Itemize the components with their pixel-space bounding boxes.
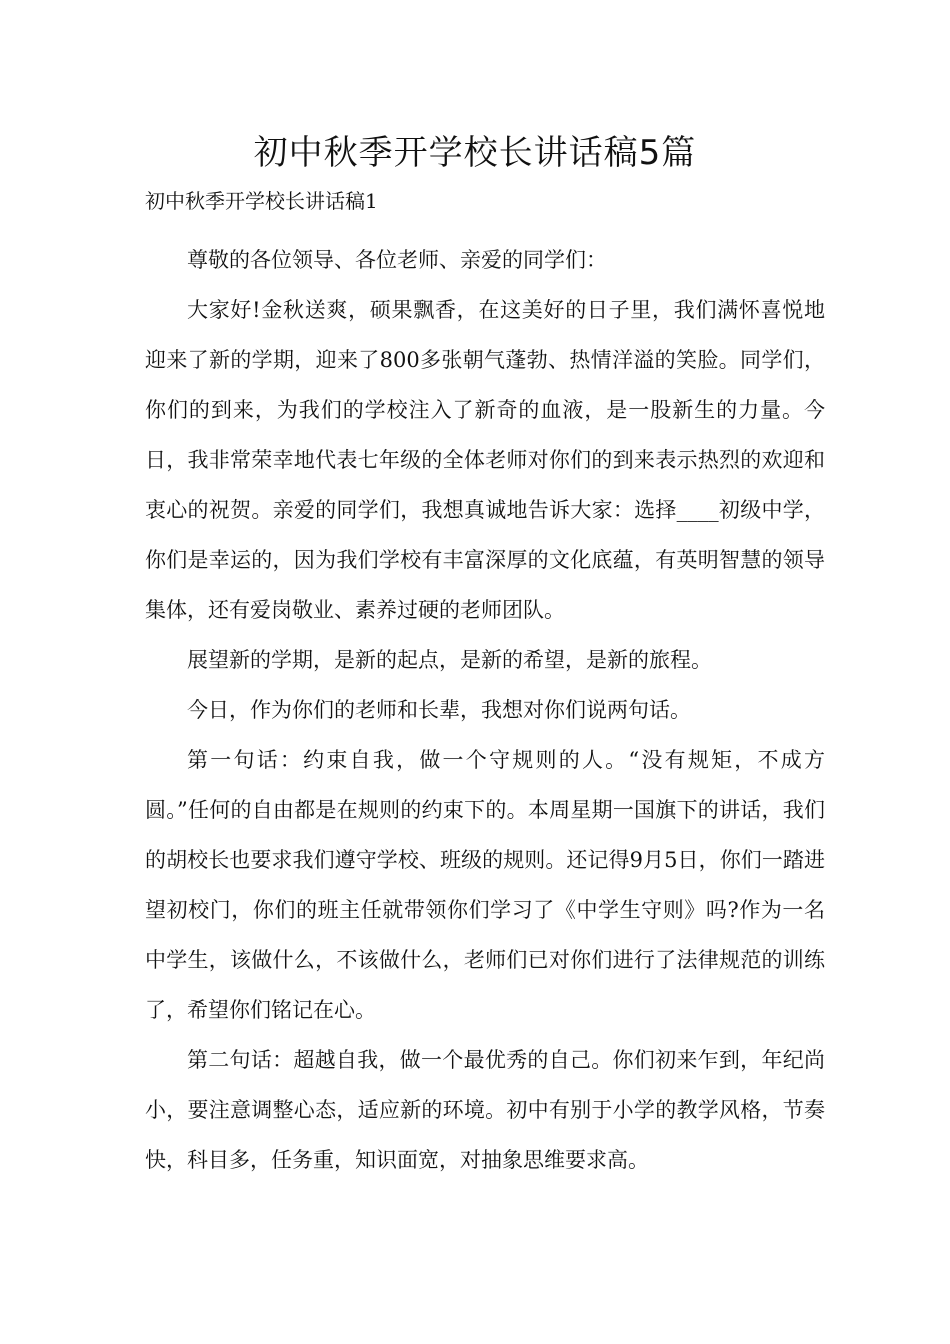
- paragraph-greeting: 尊敬的各位领导、各位老师、亲爱的同学们：: [187, 248, 607, 272]
- paragraph-intro-two-sentences: 今日，作为你们的老师和长辈，我想对你们说两句话。: [187, 698, 691, 722]
- paragraph-outlook: 展望新的学期，是新的起点，是新的希望，是新的旅程。: [187, 648, 712, 672]
- document-title: 初中秋季开学校长讲话稿5篇: [253, 133, 697, 173]
- paragraph-welcome: 大家好!金秋送爽，硕果飘香，在这美好的日子里，我们满怀喜悦地迎来了新的学期，迎来了800多张朝气蓬勃、热情洋溢的笑脸。同学们，你们的到来，为我们的学校注入了新奇的血液，是一股新生的力量。今日，我非常荣幸地代表七年级的全体老师对你们的到来表示热烈的欢迎和衷心的祝贺。亲爱的同学们，我想真诚地告诉大家：选择____初级中学，你们是幸运的，因为我们学校有丰富深厚的文化底蕴，有英明智慧的领导集体，还有爱岗敬业、素养过硬的老师团队。: [145, 298, 825, 622]
- paragraph-first-sentence: 第一句话：约束自我，做一个守规则的人。“没有规矩，不成方圆。”任何的自由都是在规则的约束下的。本周星期一国旗下的讲话，我们的胡校长也要求我们遵守学校、班级的规则。还记得9月5日，你们一踏进望初校门，你们的班主任就带领你们学习了《中学生守则》吗?作为一名中学生，该做什么，不该做什么，老师们已对你们进行了法律规范的训练了，希望你们铭记在心。: [145, 748, 825, 1022]
- document-body: [145, 235, 825, 1185]
- section-subtitle: 初中秋季开学校长讲话稿1: [145, 189, 378, 213]
- paragraph-second-sentence: 第二句话：超越自我，做一个最优秀的自己。你们初来乍到，年纪尚小，要注意调整心态，适应新的环境。初中有别于小学的教学风格，节奏快，科目多，任务重，知识面宽，对抽象思维要求高。: [145, 1048, 825, 1172]
